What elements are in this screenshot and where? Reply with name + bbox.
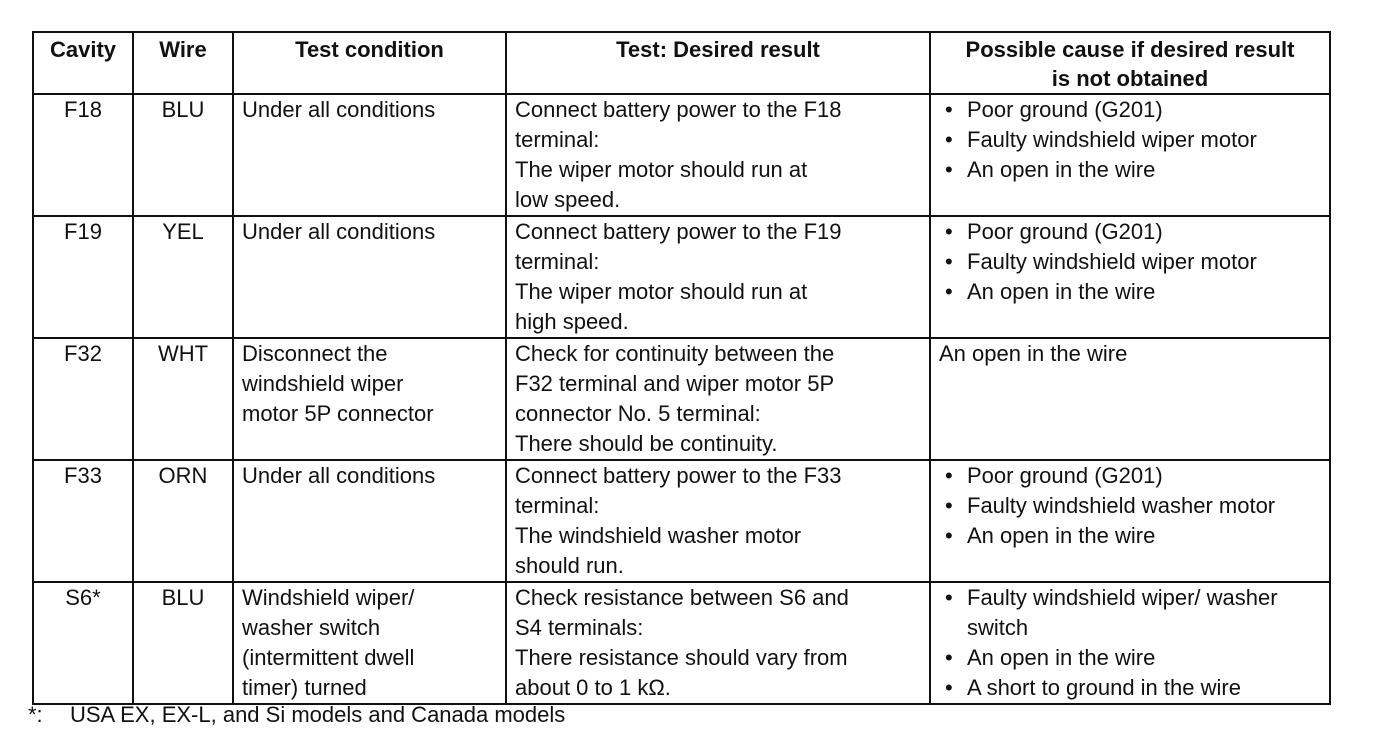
wiring-test-table [32, 31, 1331, 705]
footnote-mark: *: [28, 702, 43, 727]
possible-cause-item: • An open in the wire [939, 521, 1329, 551]
cavity-cell [33, 338, 133, 460]
wire-color-value: YEL [162, 219, 204, 244]
table-body [33, 94, 1330, 704]
wire-color-value: BLU [161, 97, 205, 122]
possible-cause-cell [930, 460, 1330, 582]
possible-cause-list [939, 217, 1329, 307]
wire-color-value: BLU [161, 585, 205, 610]
possible-cause-item: • Faulty windshield wiper motor [939, 125, 1329, 155]
wire-color-value: ORN [158, 463, 208, 488]
cavity-value: S6* [65, 585, 101, 610]
header-possible-cause [930, 32, 1330, 94]
header-test-condition: Test condition [233, 32, 506, 94]
desired-result-line: terminal: [515, 493, 600, 518]
cavity-cell [33, 216, 133, 338]
cavity-cell [33, 582, 133, 704]
desired-result-line: Check resistance between S6 and [515, 585, 849, 610]
possible-cause-list [939, 95, 1329, 185]
desired-result-line: should run. [515, 553, 624, 578]
desired-result-line: The wiper motor should run at [515, 157, 808, 182]
test-condition-line: Disconnect the [242, 341, 388, 366]
possible-cause-item: • An open in the wire [939, 155, 1329, 185]
cavity-value: F32 [64, 341, 102, 366]
cavity-value: F33 [64, 463, 102, 488]
possible-cause-cell [930, 216, 1330, 338]
test-condition-line: washer switch [242, 615, 381, 640]
desired-result-line: terminal: [515, 127, 600, 152]
test-condition-line: Under all conditions [242, 219, 436, 244]
possible-cause-list [939, 583, 1329, 703]
table-row [33, 582, 1330, 704]
possible-cause-cell [930, 582, 1330, 704]
possible-cause-item: • Faulty windshield wiper motor [939, 247, 1329, 277]
cavity-value: F18 [64, 97, 102, 122]
test-condition-line: Under all conditions [242, 463, 436, 488]
footnote [28, 700, 565, 730]
header-possible-cause-line2: is not obtained [1051, 66, 1209, 91]
wire-cell [133, 460, 233, 582]
wire-color-value: WHT [157, 341, 209, 366]
test-condition-line: timer) turned [242, 675, 367, 700]
wiring-test-table-container [32, 31, 1329, 705]
header-cavity: Cavity [33, 32, 133, 94]
table-row [33, 460, 1330, 582]
cavity-cell [33, 460, 133, 582]
desired-result-cell [506, 94, 930, 216]
possible-cause-item: • A short to ground in the wire [939, 673, 1329, 703]
test-condition-line: Under all conditions [242, 97, 436, 122]
desired-result-line: There resistance should vary from [515, 645, 848, 670]
possible-cause-cell [930, 94, 1330, 216]
possible-cause-text: An open in the wire [939, 341, 1128, 366]
possible-cause-item: • An open in the wire [939, 277, 1329, 307]
desired-result-line: S4 terminals: [515, 615, 644, 640]
desired-result-line: Connect battery power to the F19 [515, 219, 842, 244]
test-condition-line: windshield wiper [242, 371, 404, 396]
desired-result-line: Connect battery power to the F33 [515, 463, 842, 488]
desired-result-line: terminal: [515, 249, 600, 274]
possible-cause-item: • Poor ground (G201) [939, 217, 1329, 247]
desired-result-line: Check for continuity between the [515, 341, 835, 366]
desired-result-line: high speed. [515, 309, 629, 334]
table-header-row [33, 32, 1330, 94]
possible-cause-list [939, 461, 1329, 551]
desired-result-cell [506, 338, 930, 460]
cavity-value: F19 [64, 219, 102, 244]
desired-result-cell [506, 216, 930, 338]
test-condition-cell [233, 338, 506, 460]
desired-result-line: F32 terminal and wiper motor 5P [515, 371, 835, 396]
header-desired-result: Test: Desired result [506, 32, 930, 94]
wire-cell [133, 338, 233, 460]
test-condition-line: (intermittent dwell [242, 645, 415, 670]
possible-cause-item: • Poor ground (G201) [939, 95, 1329, 125]
desired-result-line: The windshield washer motor [515, 523, 802, 548]
test-condition-line: Windshield wiper/ [242, 585, 415, 610]
desired-result-line: There should be continuity. [515, 431, 778, 456]
desired-result-line: connector No. 5 terminal: [515, 401, 761, 426]
possible-cause-item: • Poor ground (G201) [939, 461, 1329, 491]
possible-cause-item: • Faulty windshield washer motor [939, 491, 1329, 521]
wire-cell [133, 582, 233, 704]
header-possible-cause-line1: Possible cause if desired result [965, 37, 1295, 62]
table-row [33, 94, 1330, 216]
desired-result-cell [506, 582, 930, 704]
test-condition-cell [233, 582, 506, 704]
possible-cause-cell [930, 338, 1330, 460]
wire-cell [133, 94, 233, 216]
test-condition-cell [233, 216, 506, 338]
table-row [33, 338, 1330, 460]
wire-cell [133, 216, 233, 338]
header-wire: Wire [133, 32, 233, 94]
possible-cause-item: • Faulty windshield wiper/ washer switch [939, 583, 1329, 643]
test-condition-line: motor 5P connector [242, 401, 434, 426]
test-condition-cell [233, 460, 506, 582]
desired-result-line: Connect battery power to the F18 [515, 97, 842, 122]
desired-result-cell [506, 460, 930, 582]
table-row [33, 216, 1330, 338]
possible-cause-item: • An open in the wire [939, 643, 1329, 673]
desired-result-line: The wiper motor should run at [515, 279, 808, 304]
desired-result-line: low speed. [515, 187, 621, 212]
test-condition-cell [233, 94, 506, 216]
cavity-cell [33, 94, 133, 216]
desired-result-line: about 0 to 1 kΩ. [515, 675, 671, 700]
footnote-text: USA EX, EX-L, and Si models and Canada models [70, 702, 566, 727]
